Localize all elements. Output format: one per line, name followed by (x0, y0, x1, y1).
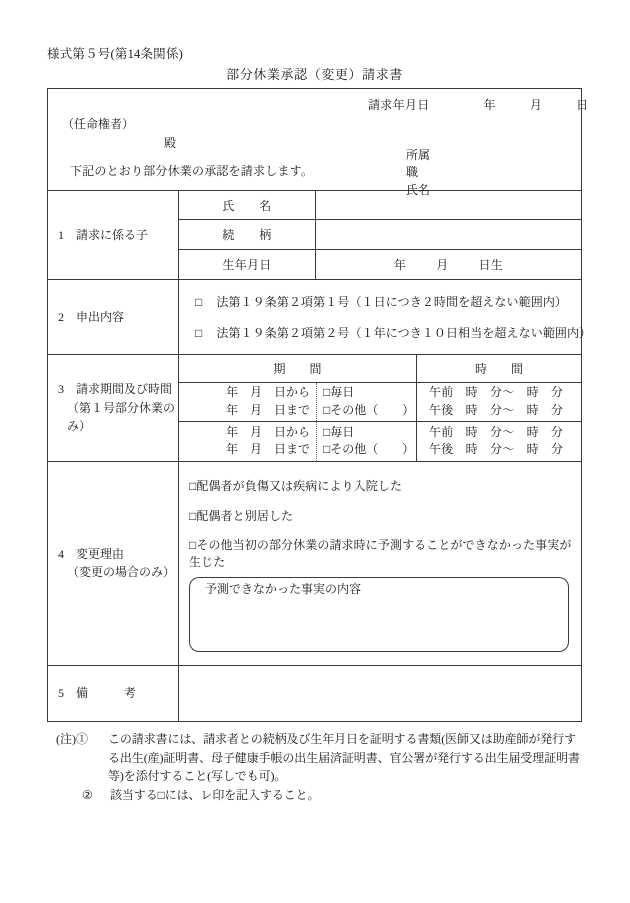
section-5-label-text: 5 備 考 (58, 686, 137, 701)
footnote-2 (82, 786, 586, 805)
table-row (179, 422, 581, 461)
birth-month[interactable]: 月 (436, 257, 449, 272)
period-frequency-cell-2[interactable] (317, 422, 417, 461)
period-to-1[interactable]: 年 月 日まで (225, 402, 310, 417)
name-field[interactable]: 氏名 (406, 182, 431, 197)
section-5-label (48, 666, 179, 721)
section-2-body (179, 280, 591, 354)
notebox-bottom-rule (202, 651, 556, 652)
child-name-key: 氏 名 (179, 191, 316, 219)
notebox-left-bracket (189, 577, 202, 652)
freq-other-1[interactable]: □その他（ ） (323, 402, 415, 417)
birth-year[interactable]: 年 (393, 257, 407, 272)
claim-date-line (368, 96, 588, 113)
time-am-1[interactable]: 午前 時 分〜 時 分 (429, 385, 564, 400)
column-header-time: 時 間 (474, 361, 523, 376)
birth-day[interactable]: 日生 (478, 257, 504, 272)
affiliation-field[interactable]: 所属 (406, 148, 431, 162)
time-pm-1[interactable]: 午後 時 分〜 時 分 (429, 402, 564, 417)
申出内容-option-1[interactable] (195, 293, 591, 310)
dono-label: 殿 (164, 136, 177, 150)
section-2-label (48, 280, 179, 354)
time-pm-2[interactable]: 午後 時 分〜 時 分 (429, 442, 564, 457)
section-3-label-text: 3 請求期間及び時間 (58, 382, 173, 396)
section-4-row (48, 462, 581, 666)
section-1-label (48, 191, 179, 279)
change-reason-option-1[interactable]: □配偶者が負傷又は疾病により入院した (189, 478, 403, 493)
child-birthdate-key: 生年月日 (179, 250, 316, 279)
header-row (48, 89, 589, 197)
remarks-field[interactable] (179, 666, 581, 721)
checkbox-icon[interactable]: □ (195, 294, 203, 309)
footnote-2-text: 該当する□には、レ印を記入すること。 (110, 788, 320, 803)
form-table (47, 88, 592, 722)
footnote-1-marker: (注)① (56, 732, 88, 746)
footnote-1-text: この請求書には、請求者との続柄及び生年月日を証明する書類(医師又は助産師が発行する出生(産)証明書、母子健康手帳の出生届済証明書、官公署が発行する出生届受理証明書等)を添付すること(写しでも可)。 (108, 732, 580, 784)
unforeseen-fact-box[interactable] (189, 577, 569, 652)
period-dates-cell-2[interactable] (179, 422, 317, 461)
table-row (179, 191, 581, 220)
page-title: 部分休業承認（変更）請求書 (226, 67, 403, 82)
section-2-row (48, 280, 592, 355)
claim-date-year[interactable]: 年 (483, 98, 496, 112)
freq-daily-2[interactable]: □毎日 (323, 424, 355, 439)
claim-date-day[interactable]: 日 (576, 98, 589, 112)
time-cell-1[interactable] (417, 383, 581, 421)
section-3-body (179, 355, 581, 461)
section-2-label-text: 2 申出内容 (58, 309, 125, 324)
claim-date-month[interactable]: 月 (529, 98, 543, 112)
section-3-sublabel-text: （第１号部分休業のみ） (67, 400, 176, 434)
freq-daily-1[interactable]: □毎日 (323, 385, 355, 400)
option-1-label: 法第１９条第２項第１号（１日につき２時間を超えない範囲内） (216, 294, 568, 309)
section-4-label (48, 462, 179, 665)
position-field[interactable]: 職 (406, 165, 419, 180)
notebox-right-bracket (556, 577, 569, 652)
section-1-row (48, 191, 581, 280)
period-from-1[interactable]: 年 月 日から (225, 385, 310, 400)
change-reason-option-3[interactable]: □その他当初の部分休業の請求時に予測することができなかった事実が生じた (189, 537, 572, 570)
notebox-top-rule (202, 577, 556, 578)
child-relation-field[interactable] (316, 220, 581, 248)
table-row (179, 220, 581, 249)
column-header-period: 期 間 (179, 355, 417, 382)
form-number: 様式第５号(第14条関係) (47, 47, 183, 61)
period-frequency-cell-1[interactable] (317, 383, 417, 421)
claim-date-label: 請求年月日 (368, 98, 430, 112)
section-3-row (48, 355, 581, 462)
time-cell-2[interactable] (417, 422, 581, 461)
child-name-field[interactable] (316, 191, 581, 219)
footnote-1 (56, 730, 586, 786)
change-reason-option-2[interactable]: □配偶者と別居した (189, 508, 294, 523)
section-4-body (179, 462, 581, 665)
time-am-2[interactable]: 午前 時 分〜 時 分 (429, 424, 564, 439)
appointer-label: （任命権者） (62, 117, 135, 131)
period-from-2[interactable]: 年 月 日から (225, 424, 310, 439)
section-4-sublabel-text: （変更の場合のみ） (67, 565, 176, 580)
option-2-label: 法第１９条第２項第２号（１年につき１０日相当を超えない範囲内） (216, 325, 592, 340)
freq-other-2[interactable]: □その他（ ） (323, 442, 415, 457)
request-sentence: 下記のとおり部分休業の承認を請求します。 (70, 164, 314, 178)
section-1-label-text: 1 請求に係る子 (58, 227, 149, 242)
table-row (179, 250, 581, 279)
checkbox-icon[interactable]: □ (195, 325, 203, 340)
unforeseen-fact-label: 予測できなかった事実の内容 (205, 581, 362, 596)
period-dates-cell-1[interactable] (179, 383, 317, 421)
section-1-body (179, 191, 581, 279)
header-block (48, 89, 589, 197)
申出内容-option-2[interactable] (195, 324, 591, 341)
section-4-label-text: 4 変更理由 (58, 546, 125, 561)
child-relation-key: 続 柄 (179, 220, 316, 248)
section-5-row (48, 666, 581, 721)
footnotes (56, 730, 586, 805)
table-row (179, 383, 581, 422)
period-to-2[interactable]: 年 月 日まで (225, 442, 310, 457)
section-3-label (48, 355, 179, 461)
child-birthdate-field[interactable] (316, 250, 581, 279)
footnote-2-marker: ② (82, 788, 93, 803)
section-3-header-row (179, 355, 581, 383)
